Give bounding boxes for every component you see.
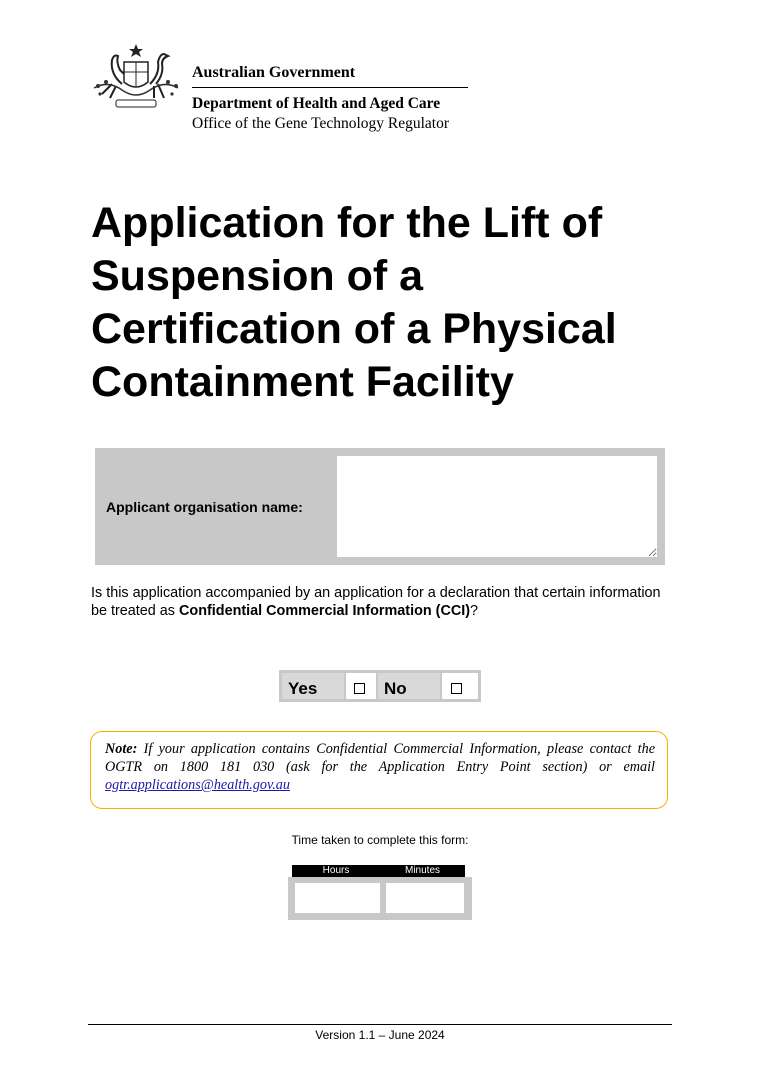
time-header xyxy=(292,865,465,877)
time-fields xyxy=(288,877,472,920)
email-link[interactable]: ogtr.applications@health.gov.au xyxy=(105,777,290,793)
version-text: Version 1.1 – June 2024 xyxy=(315,1028,445,1042)
cci-options xyxy=(279,670,481,702)
office-name: Office of the Gene Technology Regulator xyxy=(192,115,450,132)
time-taken-label: Time taken to complete this form: xyxy=(291,833,469,847)
title-line: Suspension of a xyxy=(91,252,424,300)
department-name: Department of Health and Aged Care xyxy=(192,95,441,112)
footer-divider xyxy=(88,1024,672,1025)
note-label: Note: xyxy=(105,741,138,757)
cci-question-end: ? xyxy=(470,603,479,619)
government-name: Australian Government xyxy=(192,64,356,81)
applicant-name-label: Applicant organisation name: xyxy=(106,499,303,515)
yes-checkbox[interactable] xyxy=(354,683,365,694)
coat-of-arms-logo xyxy=(88,44,184,116)
title-line: Application for the Lift of xyxy=(91,199,603,247)
no-label: No xyxy=(384,679,407,698)
minutes-label: Minutes xyxy=(404,865,440,876)
note-text xyxy=(105,740,655,794)
page-title xyxy=(91,197,691,409)
cci-emphasis: Confidential Commercial Information (CCI) xyxy=(179,603,471,619)
title-line: Containment Facility xyxy=(91,358,514,406)
title-line: Certification of a Physical xyxy=(91,305,617,353)
no-cell xyxy=(378,673,440,699)
yes-check-cell xyxy=(346,673,376,699)
header-divider xyxy=(192,87,468,88)
no-check-cell xyxy=(442,673,478,699)
cci-question-text: Is this application accompanied by an application for a declaration that certain information be treated as xyxy=(91,585,661,619)
yes-label: Yes xyxy=(288,679,318,698)
minutes-input[interactable] xyxy=(386,883,464,913)
hours-input[interactable] xyxy=(295,883,380,913)
hours-label: Hours xyxy=(322,865,350,876)
applicant-name-input[interactable] xyxy=(337,456,657,557)
cci-question xyxy=(91,584,671,620)
no-checkbox[interactable] xyxy=(451,683,462,694)
note-body: If your application contains Confidential Commercial Information, please contact the OGTR on 1800 181 030 (ask for the Application Entry Point section) or email xyxy=(105,741,655,775)
yes-cell xyxy=(282,673,344,699)
